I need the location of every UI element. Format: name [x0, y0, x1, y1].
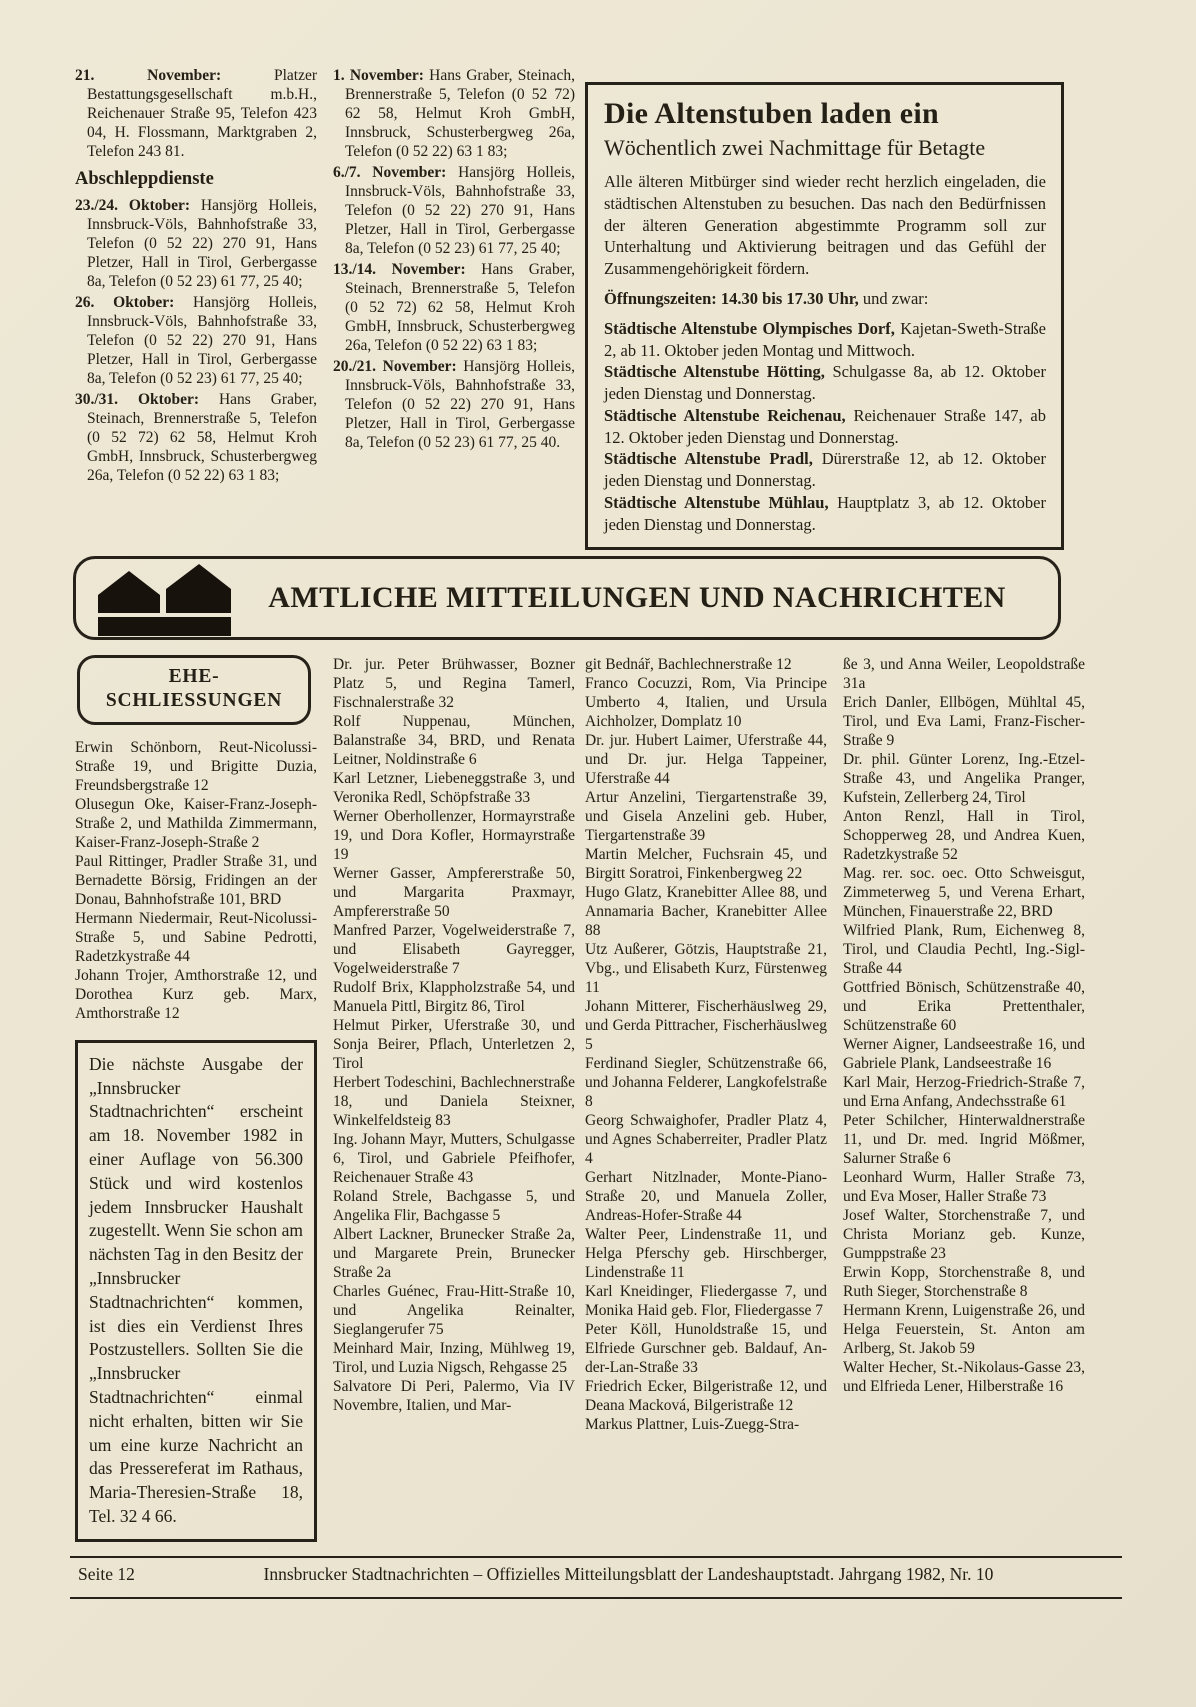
footer-rule-bottom [70, 1597, 1122, 1599]
marriage-entry: Manfred Parzer, Vogelweiderstraße 7, und Elisabeth Gayregger, Vogelweiderstraße 7 [333, 922, 575, 977]
service-entry-text: Hansjörg Holleis, Innsbruck-Völs, Bahnhofstraße 33, Telefon (0 52 22) 270 91, Hans Pletzer, Hall in Tirol, Gerbergasse 8a, Telefon (0 52 23) 61 77, 25 40; [87, 197, 317, 290]
marriage-entry: Anton Renzl, Hall in Tirol, Schopperweg 28, und Andrea Kuen, Radetzkystraße 52 [843, 808, 1085, 863]
marriages-column-2 [333, 655, 575, 1415]
marriage-entry: Werner Gasser, Ampfererstraße 50, und Margarita Praxmayr, Ampfererstraße 50 [333, 865, 575, 920]
altenstube-name: Städtische Altenstube Olympisches Dorf, [604, 318, 895, 338]
marriages-heading-line1: EHE- [168, 666, 220, 687]
service-entry-date: 20./21. November: [333, 358, 457, 375]
altenstube-item [604, 448, 1046, 492]
marriage-entry: Karl Letzner, Liebeneggstraße 3, und Veronika Redl, Schöpfstraße 33 [333, 770, 575, 806]
marriage-entry: Roland Strele, Bachgasse 5, und Angelika Flir, Bachgasse 5 [333, 1188, 575, 1224]
service-entry [333, 260, 575, 355]
altenstube-details: Reichenauer Straße 147, ab 12. Oktober jeden Dienstag und Donnerstag. [604, 405, 1046, 447]
houses-logo-icon [96, 563, 231, 637]
service-entry-date: 30./31. Oktober: [75, 391, 200, 408]
marriage-entry: Ferdinand Siegler, Schützenstraße 66, und Johanna Felderer, Langkofelstraße 8 [585, 1055, 827, 1110]
service-entry-date: 6./7. November: [333, 164, 447, 181]
altenstube-item [604, 361, 1046, 405]
service-entry-date: 21. November: [75, 67, 222, 84]
marriage-entry: Markus Plattner, Luis-Zuegg-Stra- [585, 1416, 800, 1433]
service-entry [75, 390, 317, 485]
service-entry [333, 357, 575, 452]
marriage-entry: Werner Oberhollenzer, Hormayrstraße 19, und Dora Kofler, Hormayrstraße 19 [333, 808, 575, 863]
marriage-entry: Rolf Nuppenau, München, Balanstraße 34, BRD, und Renata Leitner, Noldinstraße 6 [333, 713, 575, 768]
service-entry-text: Hansjörg Holleis, Innsbruck-Völs, Bahnhofstraße 33, Telefon (0 52 22) 270 91, Hans Pletzer, Hall in Tirol, Gerbergasse 8a, Telefon (0 52 23) 61 77, 25 40. [345, 358, 575, 451]
opening-hours [604, 289, 1046, 309]
marriage-entry: Peter Köll, Hunoldstraße 15, und Elfriede Gurschner geb. Baldauf, An-der-Lan-Straße 33 [585, 1321, 827, 1376]
marriage-entry: Utz Außerer, Götzis, Hauptstraße 21, Vbg., und Elisabeth Kurz, Fürstenweg 11 [585, 941, 827, 996]
marriages-column-4 [843, 655, 1085, 1396]
altenstube-name: Städtische Altenstube Pradl, [604, 449, 813, 469]
marriage-entry: Paul Rittinger, Pradler Straße 31, und Bernadette Börsig, Fridingen an der Donau, Bahnhofstraße 101, BRD [75, 852, 317, 908]
marriage-entry: git Bednář, Bachlechnerstraße 12 [585, 656, 792, 673]
marriage-entry: Meinhard Mair, Inzing, Mühlweg 19, Tirol, und Luzia Nigsch, Rehgasse 25 [333, 1340, 575, 1376]
page-number: Seite 12 [78, 1564, 135, 1584]
marriage-entry: Karl Mair, Herzog-Friedrich-Straße 7, und Erna Anfang, Andechsstraße 61 [843, 1074, 1085, 1110]
altenstube-details: Schulgasse 8a, ab 12. Oktober jeden Dienstag und Donnerstag. [604, 362, 1046, 404]
service-entry [333, 66, 575, 161]
marriage-entry: Dr. jur. Hubert Laimer, Uferstraße 44, und Dr. jur. Helga Tappeiner, Uferstraße 44 [585, 732, 827, 787]
altenstube-details: Hauptplatz 3, ab 12. Oktober jeden Dienstag und Donnerstag. [604, 492, 1046, 534]
marriage-entry: Friedrich Ecker, Bilgeristraße 12, und Deana Macková, Bilgeristraße 12 [585, 1378, 827, 1414]
marriage-entry: Charles Guénec, Frau-Hitt-Straße 10, und Angelika Reinalter, Sieglangerufer 75 [333, 1283, 575, 1338]
marriage-entry: Hugo Glatz, Kranebitter Allee 88, und Annamaria Bacher, Kranebitter Allee 88 [585, 884, 827, 939]
service-entry-date: 13./14. November: [333, 261, 466, 278]
altenstube-name: Städtische Altenstube Mühlau, [604, 492, 829, 512]
marriage-entry: Ing. Johann Mayr, Mutters, Schulgasse 6, Tirol, und Gabriele Pfeifhofer, Reichenauer Straße 43 [333, 1131, 575, 1186]
marriage-entry: Georg Schwaighofer, Pradler Platz 4, und Agnes Schaberreiter, Pradler Platz 4 [585, 1112, 827, 1167]
marriage-entry: Dr. jur. Peter Brühwasser, Bozner Platz 5, und Regina Tamerl, Fischnalerstraße 32 [333, 656, 575, 711]
marriage-entry: Karl Kneidinger, Fliedergasse 7, und Monika Haid geb. Flor, Fliedergasse 7 [585, 1283, 827, 1319]
altenstube-item [604, 405, 1046, 449]
article-body: Alle älteren Mitbürger sind wieder recht herzlich eingeladen, die städtischen Altenstuben zu besuchen. Das nach den Bedürfnissen der älteren Generation abgestimmte Programm soll zur Unterhaltung und Aktivierung beitragen und das Gefühl der Zusammengehörigkeit fördern. [604, 172, 1046, 279]
marriage-entry: Leonhard Wurm, Haller Straße 73, und Eva Moser, Haller Straße 73 [843, 1169, 1085, 1205]
altenstube-details: Dürerstraße 12, ab 12. Oktober jeden Dienstag und Donnerstag. [604, 449, 1046, 491]
opening-hours-rest: und zwar: [858, 288, 929, 308]
marriage-entry: Albert Lackner, Brunecker Straße 2a, und Margarete Prein, Brunecker Straße 2a [333, 1226, 575, 1281]
service-entry [75, 196, 317, 291]
article-title: Die Altenstuben laden ein [604, 97, 940, 130]
marriage-entry: Erich Danler, Ellbögen, Mühltal 45, Tirol, und Eva Lami, Franz-Fischer-Straße 9 [843, 694, 1085, 749]
next-issue-notice: Die nächste Ausgabe der „Innsbrucker Stadtnachrichten“ erscheint am 18. November 1982 in einer Auflage von 56.300 Stück und wird kostenlos jedem Innsbrucker Haushalt zugestellt. Wenn Sie schon am nächsten Tag in den Besitz der „Innsbrucker Stadtnachrichten“ kommen, ist dies ein Verdienst Ihres Postzustellers. Sollten Sie die „Innsbrucker Stadtnachrichten“ einmal nicht erhalten, bitten wir Sie um eine kurze Nachricht an das Pressereferat im Rathaus, Maria-Theresien-Straße 18, Tel. 32 4 66. [75, 1040, 317, 1542]
footer [70, 1564, 1122, 1585]
marriages-column-1 [75, 655, 317, 1542]
altenstube-item [604, 318, 1046, 362]
marriages-heading-line2: SCHLIESSUNGEN [105, 690, 283, 712]
services-column-2 [333, 66, 575, 454]
opening-hours-bold: Öffnungszeiten: 14.30 bis 17.30 Uhr, [604, 288, 859, 308]
marriage-entry: Rudolf Brix, Klappholzstraße 54, und Manuela Pittl, Birgitz 86, Tirol [333, 979, 575, 1015]
service-entry [75, 66, 317, 161]
marriage-entry: Franco Cocuzzi, Rom, Via Principe Umberto 4, Italien, und Ursula Aichholzer, Domplatz 10 [585, 675, 827, 730]
altenstuben-article [585, 82, 1064, 550]
footer-line: Innsbrucker Stadtnachrichten – Offizielles Mitteilungsblatt der Landeshauptstadt. Jahrgang 1982, Nr. 10 [263, 1564, 994, 1584]
marriage-entry: Dr. phil. Günter Lorenz, Ing.-Etzel-Straße 43, und Angelika Pranger, Kufstein, Zellerberg 24, Tirol [843, 751, 1085, 806]
marriage-entry: Artur Anzelini, Tiergartenstraße 39, und Gisela Anzelini geb. Huber, Tiergartenstraße 39 [585, 789, 827, 844]
footer-rule-top [70, 1556, 1122, 1558]
service-entry-text: Hansjörg Holleis, Innsbruck-Völs, Bahnhofstraße 33, Telefon (0 52 22) 270 91, Hans Pletzer, Hall in Tirol, Gerbergasse 8a, Telefon (0 52 23) 61 77, 25 40; [345, 164, 575, 257]
service-entry-date: 1. November: [333, 67, 424, 84]
marriage-entry: Hermann Krenn, Luigenstraße 26, und Helga Feuerstein, St. Anton am Arlberg, St. Jakob 59 [843, 1302, 1085, 1357]
banner-title: AMTLICHE MITTEILUNGEN UND NACHRICHTEN [268, 581, 1006, 614]
marriage-entry: Mag. rer. soc. oec. Otto Schweisgut, Zimmeterweg 5, und Verena Erhart, München, Finauerstraße 22, BRD [843, 865, 1085, 920]
marriage-entry: Hermann Niedermair, Reut-Nicolussi-Straße 5, und Sabine Pedrotti, Radetzkystraße 44 [75, 909, 317, 965]
article-subtitle: Wöchentlich zwei Nachmittage für Betagte [604, 135, 986, 160]
altenstube-name: Städtische Altenstube Hötting, [604, 362, 825, 382]
marriage-entry: Olusegun Oke, Kaiser-Franz-Joseph-Straße 2, und Mathilda Zimmermann, Kaiser-Franz-Joseph-Straße 2 [75, 795, 317, 851]
abschleppdienste-heading: Abschleppdienste [75, 169, 214, 189]
marriage-entry: Wilfried Plank, Rum, Eichenweg 8, Tirol, und Claudia Pechtl, Ing.-Sigl-Straße 44 [843, 922, 1085, 977]
marriage-entry: Walter Peer, Lindenstraße 11, und Helga Pferschy geb. Hirschberger, Lindenstraße 11 [585, 1226, 827, 1281]
services-column-1 [75, 66, 317, 487]
marriage-entry: Josef Walter, Storchenstraße 7, und Christa Morianz geb. Kunze, Gumppstraße 23 [843, 1207, 1085, 1262]
marriage-entry: Herbert Todeschini, Bachlechnerstraße 18, und Daniela Steixner, Winkelfeldsteig 83 [333, 1074, 575, 1129]
marriage-entry: Helmut Pirker, Uferstraße 30, und Sonja Beirer, Pflach, Unterletzen 2, Tirol [333, 1017, 575, 1072]
marriage-entry: Gerhart Nitzlnader, Monte-Piano-Straße 20, und Manuela Zoller, Andreas-Hofer-Straße 44 [585, 1169, 827, 1224]
marriages-section-heading [77, 655, 311, 725]
service-entry-text: Hans Graber, Steinach, Brennerstraße 5, Telefon (0 52 72) 62 58, Helmut Kroh GmbH, Innsbruck, Schusterbergweg 26a, Telefon (0 52 22) 63 1 83; [345, 261, 575, 354]
altenstube-name: Städtische Altenstube Reichenau, [604, 405, 846, 425]
service-entry-date: 26. Oktober: [75, 294, 175, 311]
altenstube-details: Kajetan-Sweth-Straße 2, ab 11. Oktober jeden Montag und Mittwoch. [604, 318, 1046, 360]
marriage-entry: Walter Hecher, St.-Nikolaus-Gasse 23, und Elfrieda Lener, Hilberstraße 16 [843, 1359, 1085, 1395]
marriage-entry: Martin Melcher, Fuchsrain 45, und Birgitt Soratroi, Finkenbergweg 22 [585, 846, 827, 882]
service-entry-text: Hans Graber, Steinach, Brennerstraße 5, Telefon (0 52 72) 62 58, Helmut Kroh GmbH, Innsbruck, Schusterbergweg 26a, Telefon (0 52 22) 63 1 83; [87, 391, 317, 484]
amtliche-banner [73, 556, 1061, 640]
marriage-entry: Peter Schilcher, Hinterwaldnerstraße 11, und Dr. med. Ingrid Mößmer, Salurner Straße 6 [843, 1112, 1085, 1167]
marriage-entry: Johann Trojer, Amthorstraße 12, und Dorothea Kurz geb. Marx, Amthorstraße 12 [75, 966, 317, 1022]
service-entry [75, 293, 317, 388]
service-entry [333, 163, 575, 258]
marriages-column-3 [585, 655, 827, 1434]
marriage-entry: Erwin Kopp, Storchenstraße 8, und Ruth Sieger, Storchenstraße 8 [843, 1264, 1085, 1300]
marriage-entry: Werner Aigner, Landseestraße 16, und Gabriele Plank, Landseestraße 16 [843, 1036, 1085, 1072]
service-entry-text: Hans Graber, Steinach, Brennerstraße 5, Telefon (0 52 72) 62 58, Helmut Kroh GmbH, Innsbruck, Schusterbergweg 26a, Telefon (0 52 22) 63 1 83; [345, 67, 575, 160]
altenstube-item [604, 492, 1046, 536]
marriage-entry: Salvatore Di Peri, Palermo, Via IV Novembre, Italien, und Mar- [333, 1378, 575, 1414]
marriage-entry: Gottfried Bönisch, Schützenstraße 40, und Erika Prettenthaler, Schützenstraße 60 [843, 979, 1085, 1034]
service-entry-date: 23./24. Oktober: [75, 197, 191, 214]
service-entry-text: Hansjörg Holleis, Innsbruck-Völs, Bahnhofstraße 33, Telefon (0 52 22) 270 91, Hans Pletzer, Hall in Tirol, Gerbergasse 8a, Telefon (0 52 23) 61 77, 25 40; [87, 294, 317, 387]
service-entry-text: Platzer Bestattungsgesellschaft m.b.H., Reichenauer Straße 95, Telefon 423 04, H. Flossmann, Marktgraben 2, Telefon 243 81. [87, 67, 317, 160]
marriage-entry: Johann Mitterer, Fischerhäuslweg 29, und Gerda Pittracher, Fischerhäuslweg 5 [585, 998, 827, 1053]
marriage-entry: Erwin Schönborn, Reut-Nicolussi-Straße 19, und Brigitte Duzia, Freundsbergstraße 12 [75, 738, 317, 794]
marriage-entry: ße 3, und Anna Weiler, Leopoldstraße 31a [843, 656, 1085, 692]
